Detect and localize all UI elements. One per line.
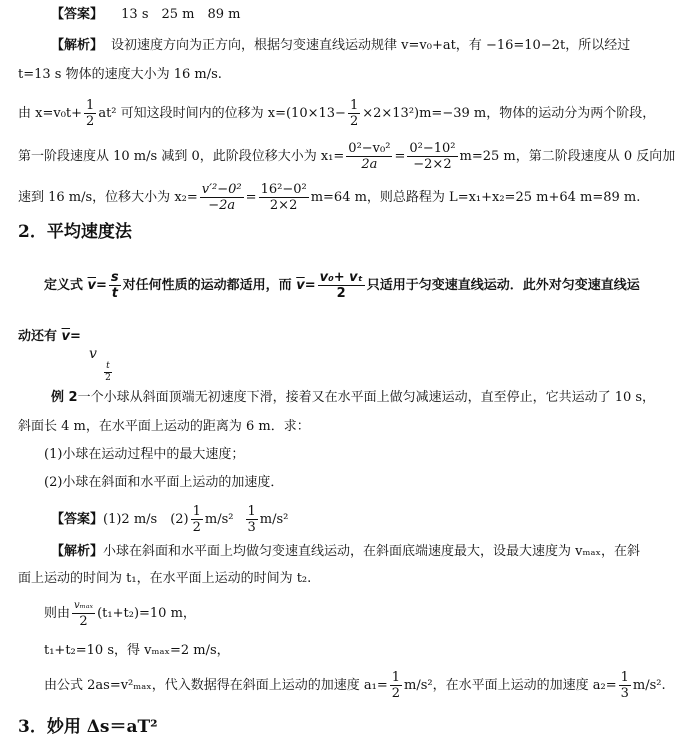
section-heading-3: 3．妙用 Δs＝aT² — [18, 717, 158, 737]
text-seg: (t₁+t₂)=10 m， — [97, 606, 196, 621]
denominator: 2 — [391, 686, 401, 701]
question-1: (1)小球在运动过程中的最大速度； — [44, 447, 245, 462]
numerator: 1 — [620, 670, 629, 685]
text-seg: at² 可知这段时间内的位移为 x=(10×13− — [98, 106, 346, 121]
text-seg: = — [70, 329, 81, 344]
answer-line-2 — [51, 502, 288, 538]
analysis-line-3 — [18, 97, 655, 131]
analysis2-line-2: 面上运动的时间为 t₁，在水平面上运动的时间为 t₂. — [18, 571, 312, 586]
text-seg: 动还有 — [18, 329, 62, 344]
fraction — [259, 182, 309, 213]
analysis2-line-4: t₁+t₂=10 s，得 vₘₐₓ=2 m/s， — [44, 643, 230, 658]
question-2: (2)小球在斜面和水平面上运动的加速度． — [44, 475, 284, 490]
denominator: 2 — [79, 614, 88, 629]
analysis-tag: 【解析】 — [51, 544, 104, 559]
numerator: 0²−10² — [409, 141, 456, 156]
text-seg: 速到 16 m/s，位移大小为 x₂= — [18, 190, 198, 205]
analysis2-line-3 — [44, 596, 196, 632]
text-seg: 由公式 2as=v²ₘₐₓ，代入数据得在斜面上运动的加速度 a₁= — [44, 678, 388, 693]
denominator: −2×2 — [413, 157, 452, 172]
text-seg: = — [96, 278, 107, 293]
fraction — [318, 270, 365, 301]
fraction — [191, 504, 203, 535]
fraction — [407, 141, 457, 172]
denominator: 2 — [105, 373, 111, 383]
fraction — [390, 670, 402, 701]
numerator: v₀+ vₜ — [319, 270, 363, 285]
denominator: 2 — [192, 520, 201, 535]
text-seg: 小球在斜面和水平面上均做匀变速直线运动，在斜面底端速度最大，设最大速度为 vₘₐₓ，在斜 — [103, 544, 640, 559]
fraction — [109, 270, 121, 301]
analysis2-line-5 — [44, 668, 666, 704]
fraction — [72, 598, 95, 629]
numerator: 1 — [192, 504, 201, 519]
v-bar: $\overline{v}$ — [296, 278, 305, 293]
text-seg: 定义式 — [44, 278, 88, 293]
text-seg: 只适用于匀变速直线运动．此外对匀变速直线运 — [366, 278, 640, 293]
denominator: −2a — [208, 198, 236, 213]
answer-tag: 【答案】 — [51, 7, 104, 22]
example-line-1 — [51, 389, 655, 407]
denominator: 3 — [247, 520, 256, 535]
fraction — [84, 98, 96, 129]
denominator: 2a — [361, 157, 378, 172]
text-seg: m/s². — [632, 678, 666, 693]
analysis-tag: 【解析】 — [51, 38, 104, 53]
numerator: s — [110, 270, 119, 285]
answer-tag: 【答案】 — [51, 512, 104, 527]
subscript-fraction — [103, 361, 113, 384]
text-seg: 一个小球从斜面顶端无初速度下滑，接着又在水平面上做匀减速运动，直至停止，它共运动了 10 s， — [77, 390, 656, 405]
v-symbol: v — [89, 346, 97, 362]
text-seg: ×2×13²)m=−39 m，物体的运动分为两个阶段， — [362, 106, 656, 121]
analysis-line-2: t=13 s 物体的速度大小为 16 m/s. — [18, 67, 222, 82]
text-seg: (1)2 m/s (2) — [103, 512, 189, 527]
numerator: 1 — [86, 98, 95, 113]
unit: m/s² — [204, 512, 234, 527]
numerator: t — [106, 361, 110, 371]
numerator: 16²−0² — [260, 182, 307, 197]
text-seg: = — [245, 190, 257, 205]
analysis-line-5 — [18, 180, 640, 216]
definition-line-2 — [18, 327, 81, 347]
denominator: 2 — [336, 286, 346, 301]
denominator: 2×2 — [269, 198, 298, 213]
answer-text: 13 s 25 m 89 m — [121, 7, 241, 22]
numerator: 1 — [391, 670, 401, 685]
analysis-text: 设初速度方向为正方向，根据匀变速直线运动规律 v=v₀+at，有 −16=10−2t，所以经过 — [111, 38, 631, 53]
numerator: v′²−0² — [201, 182, 242, 197]
text-seg: 由 x=v₀t+ — [18, 106, 83, 121]
denominator: 2 — [349, 114, 359, 129]
denominator: 2 — [86, 114, 95, 129]
text-seg: = — [394, 149, 406, 164]
v-bar: $\overline{v}$ — [87, 278, 97, 293]
fraction — [200, 182, 244, 213]
denominator: t — [111, 286, 118, 301]
numerator: 1 — [349, 98, 359, 113]
example-tag: 例 2 — [51, 390, 78, 405]
analysis-line-1 — [51, 37, 630, 55]
example-line-2: 斜面长 4 m，在水平面上运动的距离为 6 m．求： — [18, 419, 310, 434]
fraction — [346, 141, 392, 172]
numerator: vₘₐₓ — [72, 598, 95, 614]
fraction — [246, 504, 258, 535]
fraction — [348, 98, 360, 129]
numerator: 1 — [247, 504, 256, 519]
analysis2-line-1 — [51, 543, 640, 561]
text-seg: = — [304, 278, 316, 293]
denominator: 3 — [620, 686, 629, 701]
text-seg: m=64 m，则总路程为 L=x₁+x₂=25 m+64 m=89 m. — [310, 190, 641, 205]
text-seg: 第一阶段速度从 10 m/s 减到 0，此阶段位移大小为 x₁= — [18, 149, 345, 164]
text-seg: m/s²，在水平面上运动的加速度 a₂= — [404, 678, 617, 693]
analysis-line-4 — [18, 139, 675, 175]
answer-line-1 — [51, 6, 241, 24]
fraction — [619, 670, 631, 701]
definition-line-1 — [44, 268, 640, 304]
vt-half — [89, 346, 115, 384]
numerator: 0²−v₀² — [348, 141, 391, 156]
v-bar: $\overline{v}$ — [61, 329, 71, 344]
text-seg: 对任何性质的运动都适用，而 — [122, 278, 297, 293]
text-seg: 则由 — [44, 606, 71, 621]
text-seg: m=25 m，第二阶段速度从 0 反向加 — [459, 149, 676, 164]
section-heading-2: 2．平均速度法 — [18, 222, 132, 242]
unit: m/s² — [259, 512, 289, 527]
